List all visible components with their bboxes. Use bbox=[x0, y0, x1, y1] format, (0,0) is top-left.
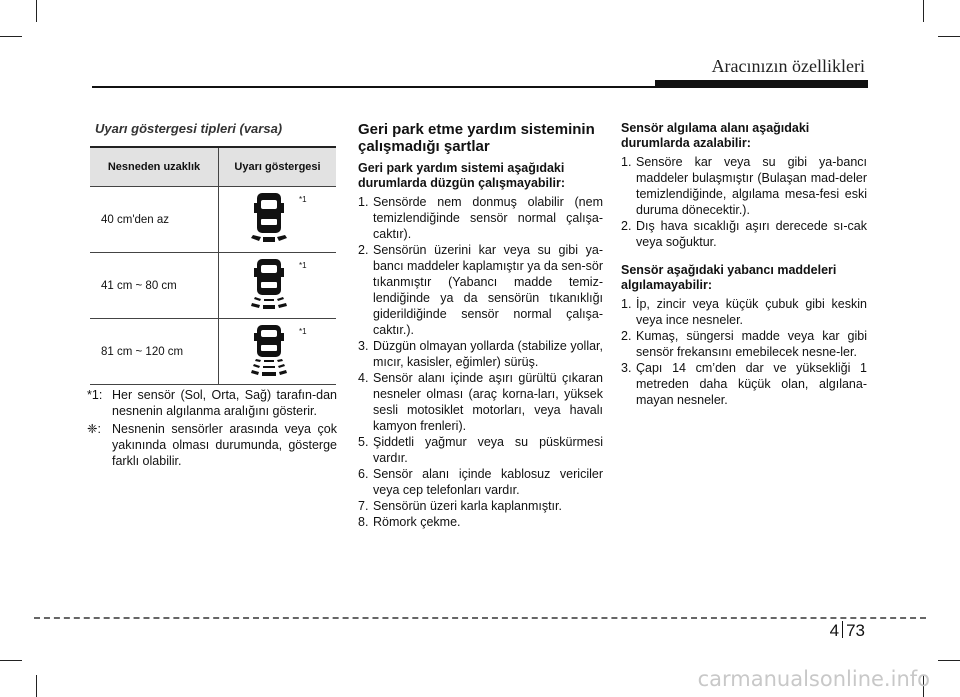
list-text: Sensörün üzerini kar veya su gibi ya-bancı maddeler kaplamıştır ya da sen-sör tıkanmıştır (Yabancı madde temiz-lendiğinde ya da sensörün tıkanıklığı giderildiğinde sensör normal çalışa-caktır.). bbox=[373, 243, 603, 337]
list-text: Sensörde nem donmuş olabilir (nem temizlendiğinde sensör normal çalışa-caktır). bbox=[373, 195, 603, 241]
chapter-title: Aracınızın özellikleri bbox=[711, 56, 865, 76]
footer-dashed-rule bbox=[34, 617, 926, 619]
list-number: 3. bbox=[621, 361, 632, 375]
table-row bbox=[90, 253, 336, 319]
list-item bbox=[358, 370, 603, 434]
list-item bbox=[358, 242, 603, 338]
list-text: Römork çekme. bbox=[373, 515, 461, 529]
list-text: Sensörün üzeri karla kaplanmıştır. bbox=[373, 499, 562, 513]
page-number-value: 73 bbox=[846, 621, 865, 640]
list-number: 8. bbox=[358, 515, 369, 529]
list-item bbox=[621, 154, 867, 218]
list-item bbox=[358, 498, 603, 514]
table-row bbox=[90, 187, 336, 253]
list-number: 2. bbox=[621, 219, 632, 233]
indicator-cell bbox=[219, 319, 337, 385]
crop-mark bbox=[938, 36, 960, 37]
list-item bbox=[621, 296, 867, 328]
list-text: Kumaş, süngersi madde veya kar gibi sensör frekansını emebilecek nesne-ler. bbox=[636, 329, 867, 359]
distance-cell: 41 cm ~ 80 cm bbox=[90, 253, 219, 319]
section-heading: Geri park etme yardım sisteminin çalışmadığı şartlar bbox=[358, 121, 595, 155]
list-text: Sensör alanı içinde kablosuz vericiler veya cep telefonları vardır. bbox=[373, 467, 603, 497]
list-text: Sensör alanı içinde aşırı gürültü çıkaran nesneler olması (araç korna-ları, yüksek sesli motosiklet motorları, veya havalı kamyon frenleri). bbox=[373, 371, 603, 433]
list-number: 2. bbox=[358, 243, 369, 257]
note-text: Nesnenin sensörler arasında veya çok yakınında olması durumunda, gösterge farklı olabilir. bbox=[112, 422, 337, 468]
indicator-cell bbox=[219, 187, 337, 253]
header-rule bbox=[92, 86, 868, 88]
chapter-number: 4 bbox=[829, 621, 840, 640]
list-text: Dış hava sıcaklığı aşırı derecede sı-cak veya soğuktur. bbox=[636, 219, 867, 249]
table-header-row bbox=[90, 147, 336, 187]
footnote-marker: *1 bbox=[299, 195, 307, 204]
note-marker: *1: bbox=[87, 388, 103, 402]
crop-mark bbox=[923, 0, 924, 22]
distance-cell: 40 cm'den az bbox=[90, 187, 219, 253]
list-number: 3. bbox=[358, 339, 369, 353]
list-item bbox=[358, 466, 603, 498]
list-number: 1. bbox=[358, 195, 369, 209]
indicator-cell bbox=[219, 253, 337, 319]
list-number: 7. bbox=[358, 499, 369, 513]
crop-mark bbox=[36, 0, 37, 22]
list-number: 2. bbox=[621, 329, 632, 343]
list-item bbox=[358, 514, 603, 530]
col-header-indicator: Uyarı göstergesi bbox=[219, 147, 337, 187]
distance-cell: 81 cm ~ 120 cm bbox=[90, 319, 219, 385]
note-item bbox=[87, 387, 337, 419]
list-number: 5. bbox=[358, 435, 369, 449]
list-item bbox=[621, 218, 867, 250]
watermark: carmanualsonline.info bbox=[697, 667, 930, 691]
list-item bbox=[358, 194, 603, 242]
list-number: 1. bbox=[621, 297, 632, 311]
list-item bbox=[358, 338, 603, 370]
page-number bbox=[830, 621, 865, 641]
list-number: 6. bbox=[358, 467, 369, 481]
car-warning-icon bbox=[249, 257, 289, 311]
warning-indicator-table bbox=[90, 146, 336, 385]
note-text: Her sensör (Sol, Orta, Sağ) tarafın-dan nesnenin algılanma aralığını gösterir. bbox=[112, 388, 337, 418]
note-marker: ❈: bbox=[87, 422, 101, 436]
list-text: Sensöre kar veya su gibi ya-bancı maddeler bulaşmıştır (Bulaşan mad-deler temizlendiğinde, algılama mesa-fesi eski duruma dönecektir.). bbox=[636, 155, 867, 217]
crop-mark bbox=[938, 660, 960, 661]
col-header-distance: Nesneden uzaklık bbox=[90, 147, 219, 187]
list-number: 1. bbox=[621, 155, 632, 169]
list-text: Düzgün olmayan yollarda (stabilize yollar, mıcır, kasisler, eğimler) sürüş. bbox=[373, 339, 603, 369]
car-warning-icon bbox=[249, 323, 289, 377]
list-item bbox=[621, 328, 867, 360]
section-subheading: Sensör algılama alanı aşağıdaki durumlarda azalabilir: bbox=[621, 121, 810, 150]
list-text: Şiddetli yağmur veya su püskürmesi vardır. bbox=[373, 435, 603, 465]
section-title: Uyarı göstergesi tipleri (varsa) bbox=[95, 121, 283, 136]
table-row bbox=[90, 319, 336, 385]
footnote-marker: *1 bbox=[299, 327, 307, 336]
list-item bbox=[621, 360, 867, 408]
crop-mark bbox=[0, 660, 22, 661]
crop-mark bbox=[0, 36, 22, 37]
middle-column bbox=[358, 121, 603, 530]
section-subheading: Geri park yardım sistemi aşağıdaki durumlarda düzgün çalışmayabilir: bbox=[358, 161, 565, 190]
list-text: Çapı 14 cm’den dar ve yüksekliği 1 metreden daha küçük olan, algılana-mayan nesneler. bbox=[636, 361, 867, 407]
list-text: İp, zincir veya küçük çubuk gibi keskin veya ince nesneler. bbox=[636, 297, 867, 327]
note-item bbox=[87, 421, 337, 469]
table-notes bbox=[87, 387, 337, 471]
list-item bbox=[358, 434, 603, 466]
right-column bbox=[621, 121, 867, 408]
list-number: 4. bbox=[358, 371, 369, 385]
car-warning-icon bbox=[249, 191, 289, 245]
crop-mark bbox=[36, 675, 37, 697]
section-subheading: Sensör aşağıdaki yabancı maddeleri algılamayabilir: bbox=[621, 263, 837, 292]
footnote-marker: *1 bbox=[299, 261, 307, 270]
